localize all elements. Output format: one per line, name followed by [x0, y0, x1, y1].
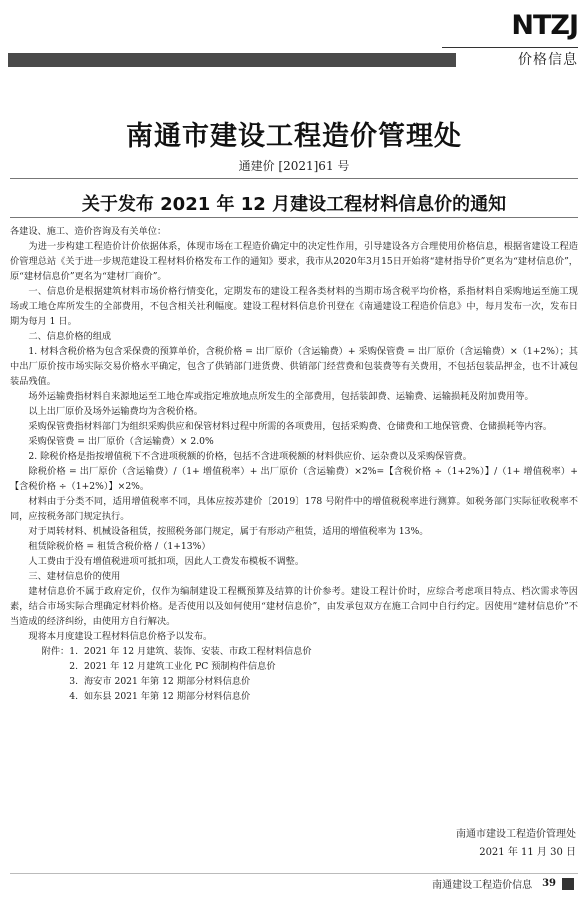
attachment-title: 如东县 2021 年第 12 期部分材料信息价 — [84, 691, 251, 702]
body-paragraph: 对于周转材料、机械设备租赁，按照税务部门规定，属于有形动产租赁，适用的增值税率为 13%。 — [28, 526, 429, 537]
notice-body — [10, 224, 578, 704]
body-paragraph: 现将本月度建设工程材料信息价格予以发布。 — [28, 631, 213, 642]
body-paragraph: 采购保管费指材料部门为组织采购供应和保管材料过程中所需的各项费用，包括采购费、仓储费和工地保管费、仓储损耗等内容。 — [28, 421, 553, 432]
notice-title: 关于发布 2021 年 12 月建设工程材料信息价的通知 — [81, 194, 507, 215]
attachment-title: 海安市 2021 年第 12 期部分材料信息价 — [84, 676, 251, 687]
body-paragraph: 2. 除税价格是指按增值税下不含进项税额的价格，包括不含进项税额的材料供应价、运杂费以及采购保管费。 — [28, 451, 472, 462]
page-number: 39 — [542, 878, 556, 889]
attachment-item — [32, 644, 578, 659]
body-paragraph: 一、信息价是根据建筑材料市场价格行情变化，定期发布的建设工程各类材料的当期市场含税平均价格，系指材料自采购地运至施工现场或工地仓库所发生的全部费用，不包含相关社利幅度。建设工程材料信息价刊登在《南通建设工程造价信息》中，每月发布一次，发布日期为每月 1 日。 — [10, 286, 578, 327]
body-paragraph: 采购保管费 = 出厂原价（含运输费）× 2.0% — [28, 436, 214, 447]
attachment-item — [32, 674, 578, 689]
body-paragraph: 人工费由于没有增值税进项可抵扣项，因此人工费发布模板不调整。 — [28, 556, 305, 567]
attachment-list — [32, 644, 578, 704]
journal-logo: NTZJ — [511, 10, 578, 41]
attachment-number: 3. — [69, 676, 78, 687]
attachment-number: 2. — [69, 661, 78, 672]
footer-rule — [10, 873, 578, 874]
body-paragraph: 为进一步构建工程造价计价依据体系，体现市场在工程造价确定中的决定性作用，引导建设各方合理使用价格信息，根据省建设工程造价管理总站《关于进一步规范建设工程材料价格发布工作的通知》要求，我市从2020年3月15日开始将“建材指导价”更名为“建材信息价”，原“建材信息价”更名为“建材厂商价”。 — [10, 241, 578, 282]
section-header-bar — [8, 53, 456, 67]
body-paragraph: 以上出厂原价及场外运输费均为含税价格。 — [28, 406, 203, 417]
body-paragraph: 租赁除税价格 = 租赁含税价格 /（1+13%） — [28, 541, 211, 552]
page-footer — [432, 876, 574, 891]
attachment-title: 2021 年 12 月建筑、装饰、安装、市政工程材料信息价 — [84, 646, 312, 657]
body-paragraph: 材料由于分类不同，适用增值税率不同，具体应按苏建价〔2019〕178 号附件中的增值税税率进行测算。如税务部门实际征收税率不同，应按税务部门规定执行。 — [10, 496, 578, 522]
issuer-title: 南通市建设工程造价管理处 — [126, 121, 462, 152]
attachment-number: 4. — [69, 691, 78, 702]
footer-square-icon — [562, 878, 574, 890]
attachment-number: 附件：1. — [41, 646, 78, 657]
title-rule-bottom — [10, 217, 578, 218]
signature-block — [456, 826, 576, 862]
attachment-item — [32, 689, 578, 704]
header-rule — [442, 47, 578, 48]
signature-date: 2021 年 11 月 30 日 — [479, 847, 576, 858]
paragraph-list — [10, 224, 578, 644]
body-paragraph: 1. 材料含税价格为包含采保费的预算单价，含税价格 = 出厂原价（含运输费）+ 采购保管费 = 出厂原价（含运输费）×（1+2%）；其中出厂原价按市场实际交易价格水平确定，包含了供销部门进货费、供销部门经营费和包装费等有关费用，不包括包装品押金，也不计减包装品残值。 — [10, 346, 578, 387]
signature-issuer: 南通市建设工程造价管理处 — [456, 829, 576, 840]
body-paragraph: 三、建材信息价的使用 — [28, 571, 121, 582]
body-paragraph: 二、信息价格的组成 — [28, 331, 112, 342]
title-rule-top — [10, 178, 578, 179]
body-paragraph: 场外运输费指材料自来源地运至工地仓库或指定堆放地点所发生的全部费用，包括装卸费、运输费、运输损耗及附加费用等。 — [28, 391, 534, 402]
document-number: 通建价 [2021]61 号 — [238, 159, 350, 173]
attachment-title: 2021 年 12 月建筑工业化 PC 预制构件信息价 — [84, 661, 276, 672]
body-paragraph: 除税价格 = 出厂原价（含运输费）/（1+ 增值税率）+ 出厂原价（含运输费）×2%=【含税价格 ÷（1+2%）】/（1+ 增值税率）+【含税价格 ÷（1+2%）】×2%。 — [10, 466, 578, 492]
body-paragraph: 各建设、施工、造价咨询及有关单位： — [10, 226, 167, 237]
attachment-item — [32, 659, 578, 674]
footer-journal-name: 南通建设工程造价信息 — [432, 880, 533, 891]
section-label: 价格信息 — [518, 52, 578, 68]
body-paragraph: 建材信息价不属于政府定价，仅作为编制建设工程概预算及结算的计价参考。建设工程计价时，应综合考虑项目特点、档次需求等因素，结合市场实际合理确定材料价格。是否使用以及如何使用“建材信息价”，由发承包双方在施工合同中自行约定。因使用“建材信息价”不当造成的经济纠纷，由使用方自行解决。 — [10, 586, 578, 627]
